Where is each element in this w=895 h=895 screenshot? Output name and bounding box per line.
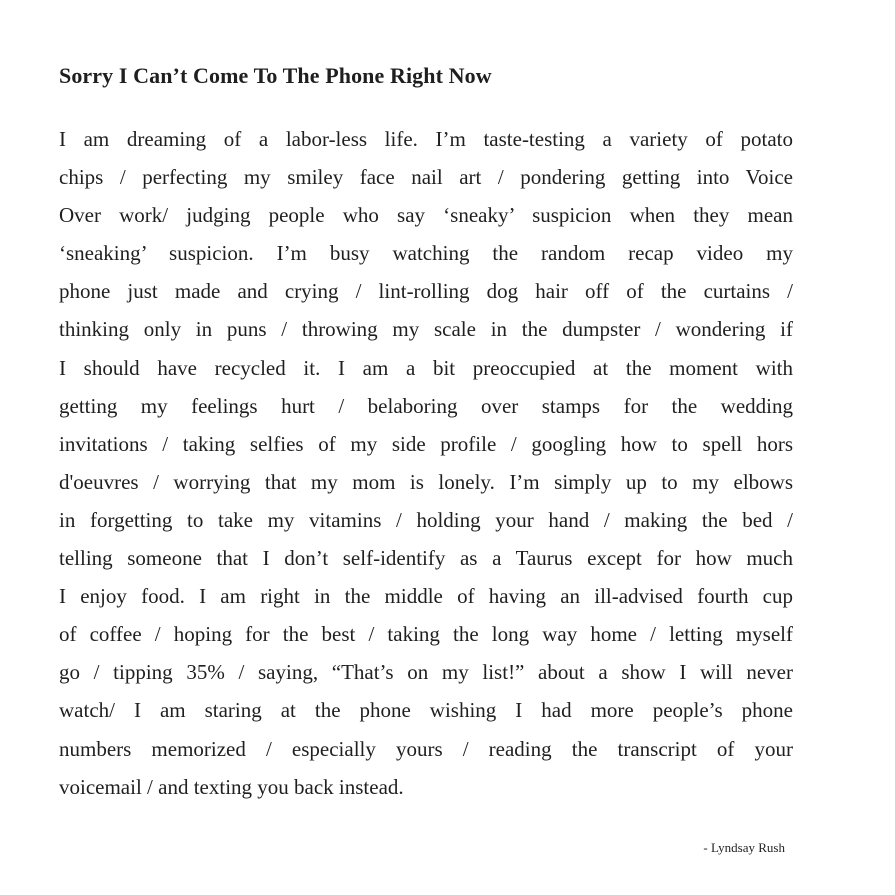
poem-line: thinking only in puns / throwing my scale in the dumpster / wondering if: [59, 317, 793, 342]
poem-line: of coffee / hoping for the best / taking the long way home / letting myself: [59, 622, 793, 647]
poem-line: chips / perfecting my smiley face nail art / pondering getting into Voice: [59, 165, 793, 190]
poem-line: I enjoy food. I am right in the middle of having an ill-advised fourth cup: [59, 584, 793, 609]
poem-line: I am dreaming of a labor-less life. I’m taste-testing a variety of potato: [59, 127, 793, 151]
poem-line: invitations / taking selfies of my side profile / googling how to spell hors: [59, 431, 793, 456]
poem-line: telling someone that I don’t self-identify as a Taurus except for how much: [59, 546, 793, 571]
poem-title: Sorry I Can’t Come To The Phone Right Now: [59, 63, 492, 88]
poem-line: getting my feelings hurt / belaboring over stamps for the wedding: [59, 393, 793, 418]
poem-line: ‘sneaking’ suspicion. I’m busy watching the random recap video my: [59, 241, 793, 266]
poem-line: I should have recycled it. I am a bit preoccupied at the moment with: [59, 355, 793, 380]
poem-body: [59, 120, 793, 806]
poem-line: d'oeuvres / worrying that my mom is lonely. I’m simply up to my elbows: [59, 469, 793, 494]
author-credit: - Lyndsay Rush: [703, 840, 785, 855]
poem-line: phone just made and crying / lint-rolling dog hair off of the curtains /: [59, 279, 793, 304]
poem-line: numbers memorized / especially yours / reading the transcript of your: [59, 736, 793, 761]
poem-line: Over work/ judging people who say ‘sneaky’ suspicion when they mean: [59, 203, 793, 228]
poem-line: in forgetting to take my vitamins / holding your hand / making the bed /: [59, 507, 793, 532]
poem-line: voicemail / and texting you back instead.: [59, 774, 404, 799]
poem-line: watch/ I am staring at the phone wishing I had more people’s phone: [59, 698, 793, 723]
poem-line: go / tipping 35% / saying, “That’s on my list!” about a show I will never: [59, 660, 793, 685]
